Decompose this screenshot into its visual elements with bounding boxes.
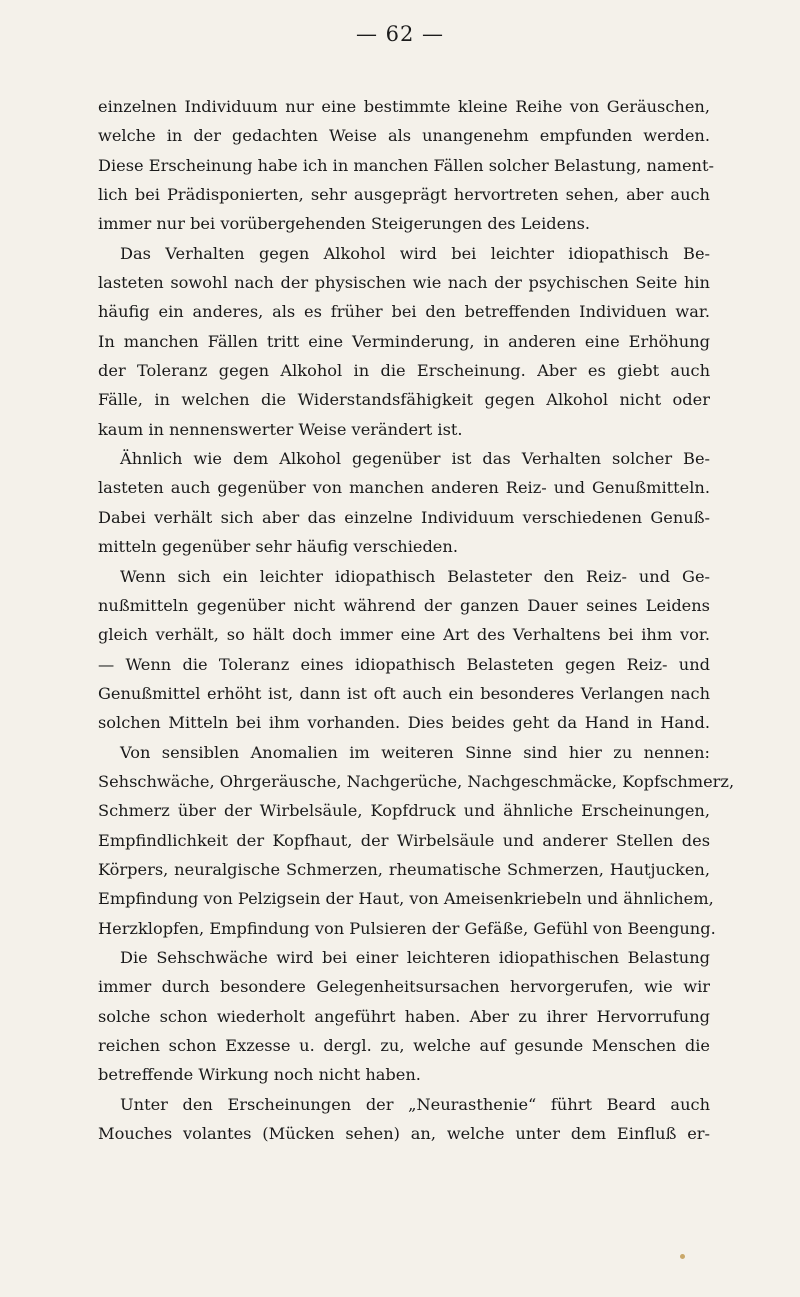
text-line: kaum in nennenswerter Weise verändert ist. bbox=[98, 419, 463, 439]
text-line: Fälle, in welchen die Widerstandsfähigkeit gegen Alkohol nicht oder bbox=[98, 390, 710, 410]
text-line: — Wenn die Toleranz eines idiopathisch Belasteten gegen Reiz- und bbox=[98, 654, 710, 674]
text-line: solchen Mitteln bei ihm vorhanden. Dies beides geht da Hand in Hand. bbox=[98, 713, 710, 733]
text-line: Körpers, neuralgische Schmerzen, rheumatische Schmerzen, Hautjucken, bbox=[98, 859, 710, 879]
text-line: Ähnlich wie dem Alkohol gegenüber ist das Verhalten solcher Be- bbox=[120, 449, 710, 469]
text-line: Diese Erscheinung habe ich in manchen Fällen solcher Belastung, nament- bbox=[98, 155, 714, 175]
text-line: immer durch besondere Gelegenheitsursachen hervorgerufen, wie wir bbox=[98, 977, 710, 997]
text-line: Empfindung von Pelzigsein der Haut, von Ameisenkriebeln und ähnlichem, bbox=[98, 889, 714, 909]
text-line: lich bei Prädisponierten, sehr ausgeprägt hervortreten sehen, aber auch bbox=[98, 185, 710, 205]
text-line: Sehschwäche, Ohrgeräusche, Nachgerüche, Nachgeschmäcke, Kopfschmerz, bbox=[98, 771, 735, 791]
text-line: reichen schon Exzesse u. dergl. zu, welche auf gesunde Menschen die bbox=[98, 1036, 710, 1055]
text-line: In manchen Fällen tritt eine Verminderung, in anderen eine Erhöhung bbox=[98, 331, 710, 351]
text-line: Schmerz über der Wirbelsäule, Kopfdruck und ähnliche Erscheinungen, bbox=[98, 801, 710, 821]
text-line: nußmitteln gegenüber nicht während der ganzen Dauer seines Leidens bbox=[98, 595, 710, 615]
text-line: einzelnen Individuum nur eine bestimmte kleine Reihe von Geräuschen, bbox=[98, 97, 710, 116]
text-line: Wenn sich ein leichter idiopathisch Belasteter den Reiz- und Ge- bbox=[120, 566, 710, 586]
text-line: Mouches volantes (Mücken sehen) an, welche unter dem Einfluß er- bbox=[98, 1124, 710, 1144]
text-line: Die Sehschwäche wird bei einer leichteren idiopathischen Belastung bbox=[120, 947, 710, 967]
text-line: Empfindlichkeit der Kopfhaut, der Wirbelsäule und anderer Stellen des bbox=[98, 830, 710, 850]
text-line: mitteln gegenüber sehr häufig verschieden. bbox=[98, 537, 458, 557]
text-line: Dabei verhält sich aber das einzelne Individuum verschiedenen Genuß- bbox=[98, 507, 710, 527]
paper-speck bbox=[680, 1254, 685, 1259]
text-line: Unter den Erscheinungen der „Neurasthenie“ führt Beard auch bbox=[120, 1094, 710, 1114]
text-line: Von sensiblen Anomalien im weiteren Sinne sind hier zu nennen: bbox=[120, 742, 710, 762]
page-number: — 62 — bbox=[355, 22, 445, 46]
text-line: Das Verhalten gegen Alkohol wird bei leichter idiopathisch Be- bbox=[120, 243, 710, 263]
text-line: Herzklopfen, Empfindung von Pulsieren der Gefäße, Gefühl von Beengung. bbox=[98, 918, 716, 938]
text-line: Genußmittel erhöht ist, dann ist oft auch ein besonderes Verlangen nach bbox=[98, 683, 710, 703]
text-line: der Toleranz gegen Alkohol in die Erscheinung. Aber es giebt auch bbox=[98, 361, 710, 381]
text-line: gleich verhält, so hält doch immer eine Art des Verhaltens bei ihm vor. bbox=[98, 625, 710, 645]
text-line: lasteten sowohl nach der physischen wie nach der psychischen Seite hin bbox=[98, 273, 710, 293]
text-line: immer nur bei vorübergehenden Steigerungen des Leidens. bbox=[98, 214, 591, 234]
text-line: solche schon wiederholt angeführt haben. Aber zu ihrer Hervorrufung bbox=[98, 1006, 710, 1026]
text-line: häufig ein anderes, als es früher bei den betreffenden Individuen war. bbox=[98, 302, 710, 322]
body-text bbox=[98, 92, 735, 1148]
text-line: lasteten auch gegenüber von manchen anderen Reiz- und Genußmitteln. bbox=[98, 478, 710, 498]
text-line: welche in der gedachten Weise als unangenehm empfunden werden. bbox=[98, 126, 710, 146]
text-line: betreffende Wirkung noch nicht haben. bbox=[98, 1065, 421, 1085]
